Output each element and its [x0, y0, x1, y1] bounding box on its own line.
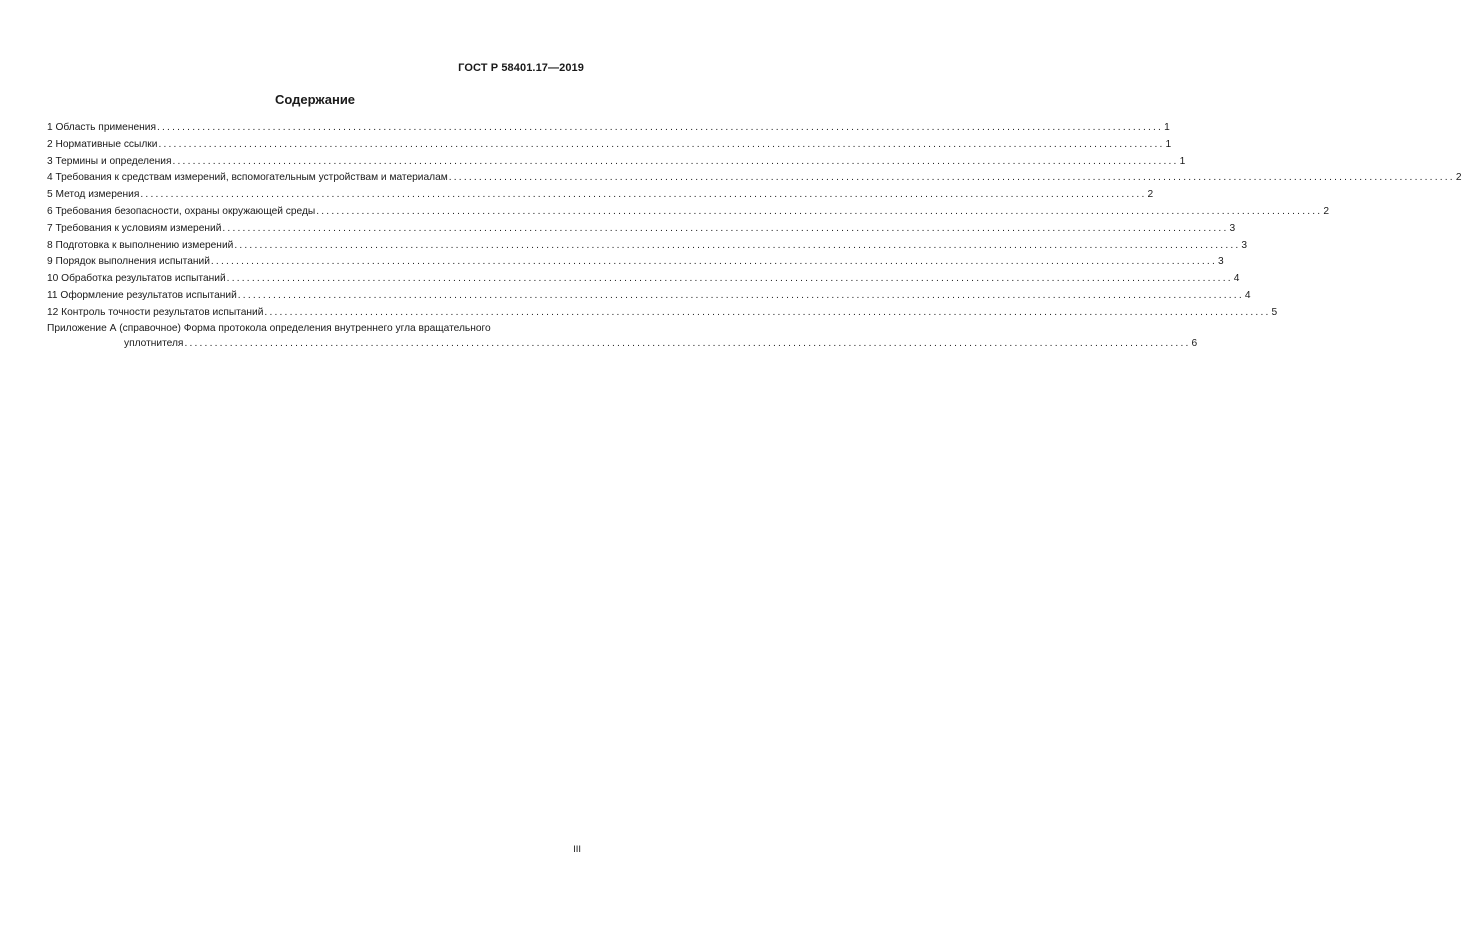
toc-entry-label: 11 Оформление результатов испытаний — [47, 289, 237, 301]
toc-entry-label: Приложение А (справочное) Форма протокола определения внутреннего угла вращательного — [47, 322, 491, 334]
toc-leader-dots: ........................................................................................................................................................................................................ — [316, 205, 1323, 217]
toc-leader-dots: ........................................................................................................................................................................................................ — [448, 172, 1455, 184]
toc-entry-5[interactable] — [47, 187, 1154, 204]
toc-entry-label: 6 Требования безопасности, охраны окружающей среды — [47, 205, 316, 217]
toc-leader-dots: ........................................................................................................................................................................................................ — [184, 337, 1191, 349]
toc-entry-10[interactable] — [47, 271, 1240, 288]
toc-entry-6[interactable] — [47, 204, 1330, 221]
toc-entry-page: 4 — [1233, 273, 1240, 285]
toc-leader-dots: ........................................................................................................................................................................................................ — [140, 189, 1147, 201]
document-code: ГОСТ Р 58401.17—2019 — [458, 62, 584, 74]
toc-entry-page: 3 — [1229, 222, 1236, 234]
toc-entry-label: 2 Нормативные ссылки — [47, 138, 158, 150]
toc-leader-dots: ........................................................................................................................................................................................................ — [158, 138, 1165, 150]
toc-entry-page: 1 — [1164, 122, 1170, 133]
toc-entry-8[interactable] — [47, 238, 1248, 255]
toc-entry-label: 4 Требования к средствам измерений, вспомогательным устройствам и материалам — [47, 172, 448, 184]
toc-entry-1[interactable] — [47, 120, 1170, 137]
toc-entry-9[interactable] — [47, 254, 1224, 271]
toc-entry-label: 8 Подготовка к выполнению измерений — [47, 239, 234, 251]
toc-entry-label: уплотнителя — [124, 337, 184, 349]
toc-entry-page: 4 — [1244, 289, 1251, 301]
toc-entry-page: 2 — [1323, 205, 1330, 217]
toc-entry-12[interactable] — [47, 305, 1278, 322]
toc-entry-2[interactable] — [47, 137, 1172, 154]
toc-entry-label: 5 Метод измерения — [47, 189, 140, 201]
toc-entry-4[interactable] — [47, 170, 1462, 187]
toc-leader-dots: ........................................................................................................................................................................................................ — [156, 122, 1164, 133]
toc-leader-dots: ........................................................................................................................................................................................................ — [210, 256, 1217, 268]
toc-entry-page: 3 — [1217, 256, 1224, 268]
toc-entry-label: 9 Порядок выполнения испытаний — [47, 256, 210, 268]
toc-entry-3[interactable] — [47, 154, 1186, 171]
toc-entry-appendix-a[interactable] — [47, 322, 1198, 353]
toc-entry-page: 1 — [1179, 155, 1186, 167]
table-of-contents — [47, 120, 1462, 352]
toc-entry-page: 6 — [1191, 337, 1198, 349]
toc-leader-dots: ........................................................................................................................................................................................................ — [226, 273, 1233, 285]
toc-entry-page: 3 — [1241, 239, 1248, 251]
toc-entry-page: 2 — [1455, 172, 1462, 184]
toc-leader-dots: ........................................................................................................................................................................................................ — [172, 155, 1179, 167]
toc-entry-label: 10 Обработка результатов испытаний — [47, 273, 226, 285]
page-number: III — [573, 844, 581, 855]
toc-entry-page: 5 — [1271, 306, 1278, 318]
toc-leader-dots: ........................................................................................................................................................................................................ — [234, 239, 1241, 251]
toc-entry-label: 3 Термины и определения — [47, 155, 172, 167]
toc-entry-page: 2 — [1147, 189, 1154, 201]
toc-entry-label: 7 Требования к условиям измерений — [47, 222, 222, 234]
toc-leader-dots: ........................................................................................................................................................................................................ — [237, 289, 1244, 301]
toc-leader-dots: ........................................................................................................................................................................................................ — [264, 306, 1271, 318]
toc-entry-page: 1 — [1165, 138, 1172, 150]
toc-entry-7[interactable] — [47, 221, 1236, 238]
toc-title: Содержание — [274, 92, 356, 107]
toc-entry-continuation — [47, 336, 1198, 353]
toc-entry-11[interactable] — [47, 288, 1251, 305]
toc-entry-label: 12 Контроль точности результатов испытаний — [47, 306, 264, 318]
toc-leader-dots: ........................................................................................................................................................................................................ — [222, 222, 1229, 234]
toc-entry-label: 1 Область применения — [47, 122, 156, 133]
